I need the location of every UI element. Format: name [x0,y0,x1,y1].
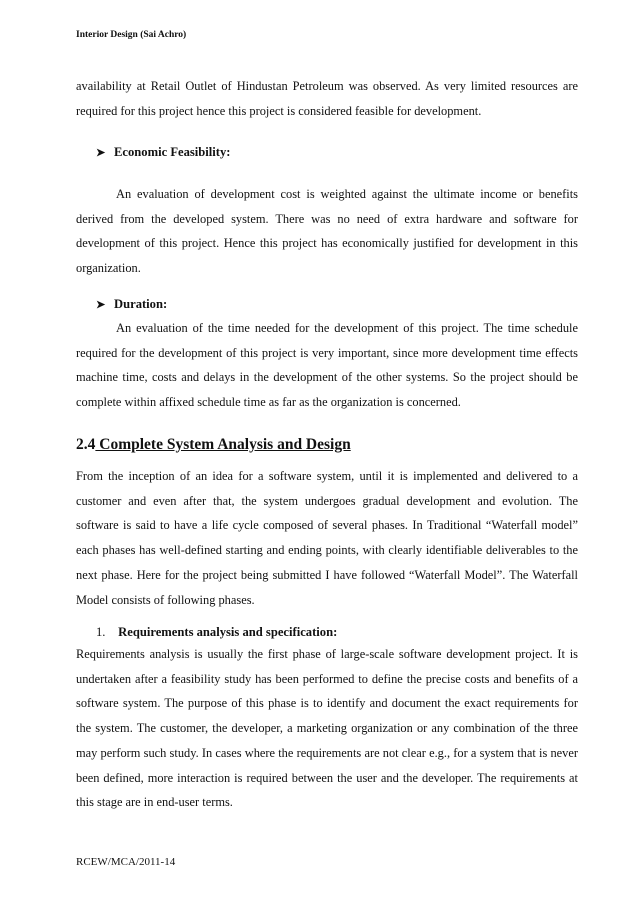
page-header: Interior Design (Sai Achro) [76,30,187,40]
arrow-bullet-icon: ➤ [96,147,106,159]
requirements-number: 1. [96,625,106,639]
duration-label: Duration: [114,297,168,311]
paragraph-economic: An evaluation of development cost is weighted against the ultimate income or benefits derived from the developed system. There was no need of extra hardware and software for development of this project. Hence this project has economically justified for development in this organization. [76,187,578,276]
economic-feasibility-label: Economic Feasibility: [114,145,231,159]
paragraph-duration: An evaluation of the time needed for the development of this project. The time schedule required for the development of this project is very important, since more development time effects machine time, costs and delays in the development of the other systems. So the project should be complete within affixed schedule time as far as the organization is concerned. [76,321,578,410]
economic-feasibility-heading [96,145,230,160]
requirements-heading [96,625,337,640]
page-footer: RCEW/MCA/2011-14 [76,856,176,868]
paragraph-availability: availability at Retail Outlet of Hindustan Petroleum was observed. As very limited resources are required for this project hence this project is considered feasible for development. [76,79,578,118]
section-title: Complete System Analysis and Design [95,436,351,453]
paragraph-waterfall: From the inception of an idea for a software system, until it is implemented and delivered to a customer and even after that, the system undergoes gradual development and evolution. The software is said to have a life cycle composed of several phases. In Traditional “Waterfall model” each phases has well-defined starting and ending points, with clearly identifiable deliverables to the next phase. Here for the project being submitted I have followed “Waterfall Model”. The Waterfall Model consists of following phases. [76,469,578,607]
requirements-label: Requirements analysis and specification: [118,625,338,639]
arrow-bullet-icon: ➤ [96,299,106,311]
section-number: 2.4 [76,436,96,453]
section-heading [76,436,351,454]
duration-heading [96,297,167,312]
paragraph-requirements: Requirements analysis is usually the first phase of large-scale software development project. It is undertaken after a feasibility study has been performed to define the precise costs and benefits of a software system. The purpose of this phase is to identify and document the exact requirements for the system. The customer, the developer, a marketing organization or any combination of the three may perform such study. In cases where the requirements are not clear e.g., for a system that is never been defined, more interaction is required between the user and the developer. The requirements at this stage are in end-user terms. [76,647,578,810]
